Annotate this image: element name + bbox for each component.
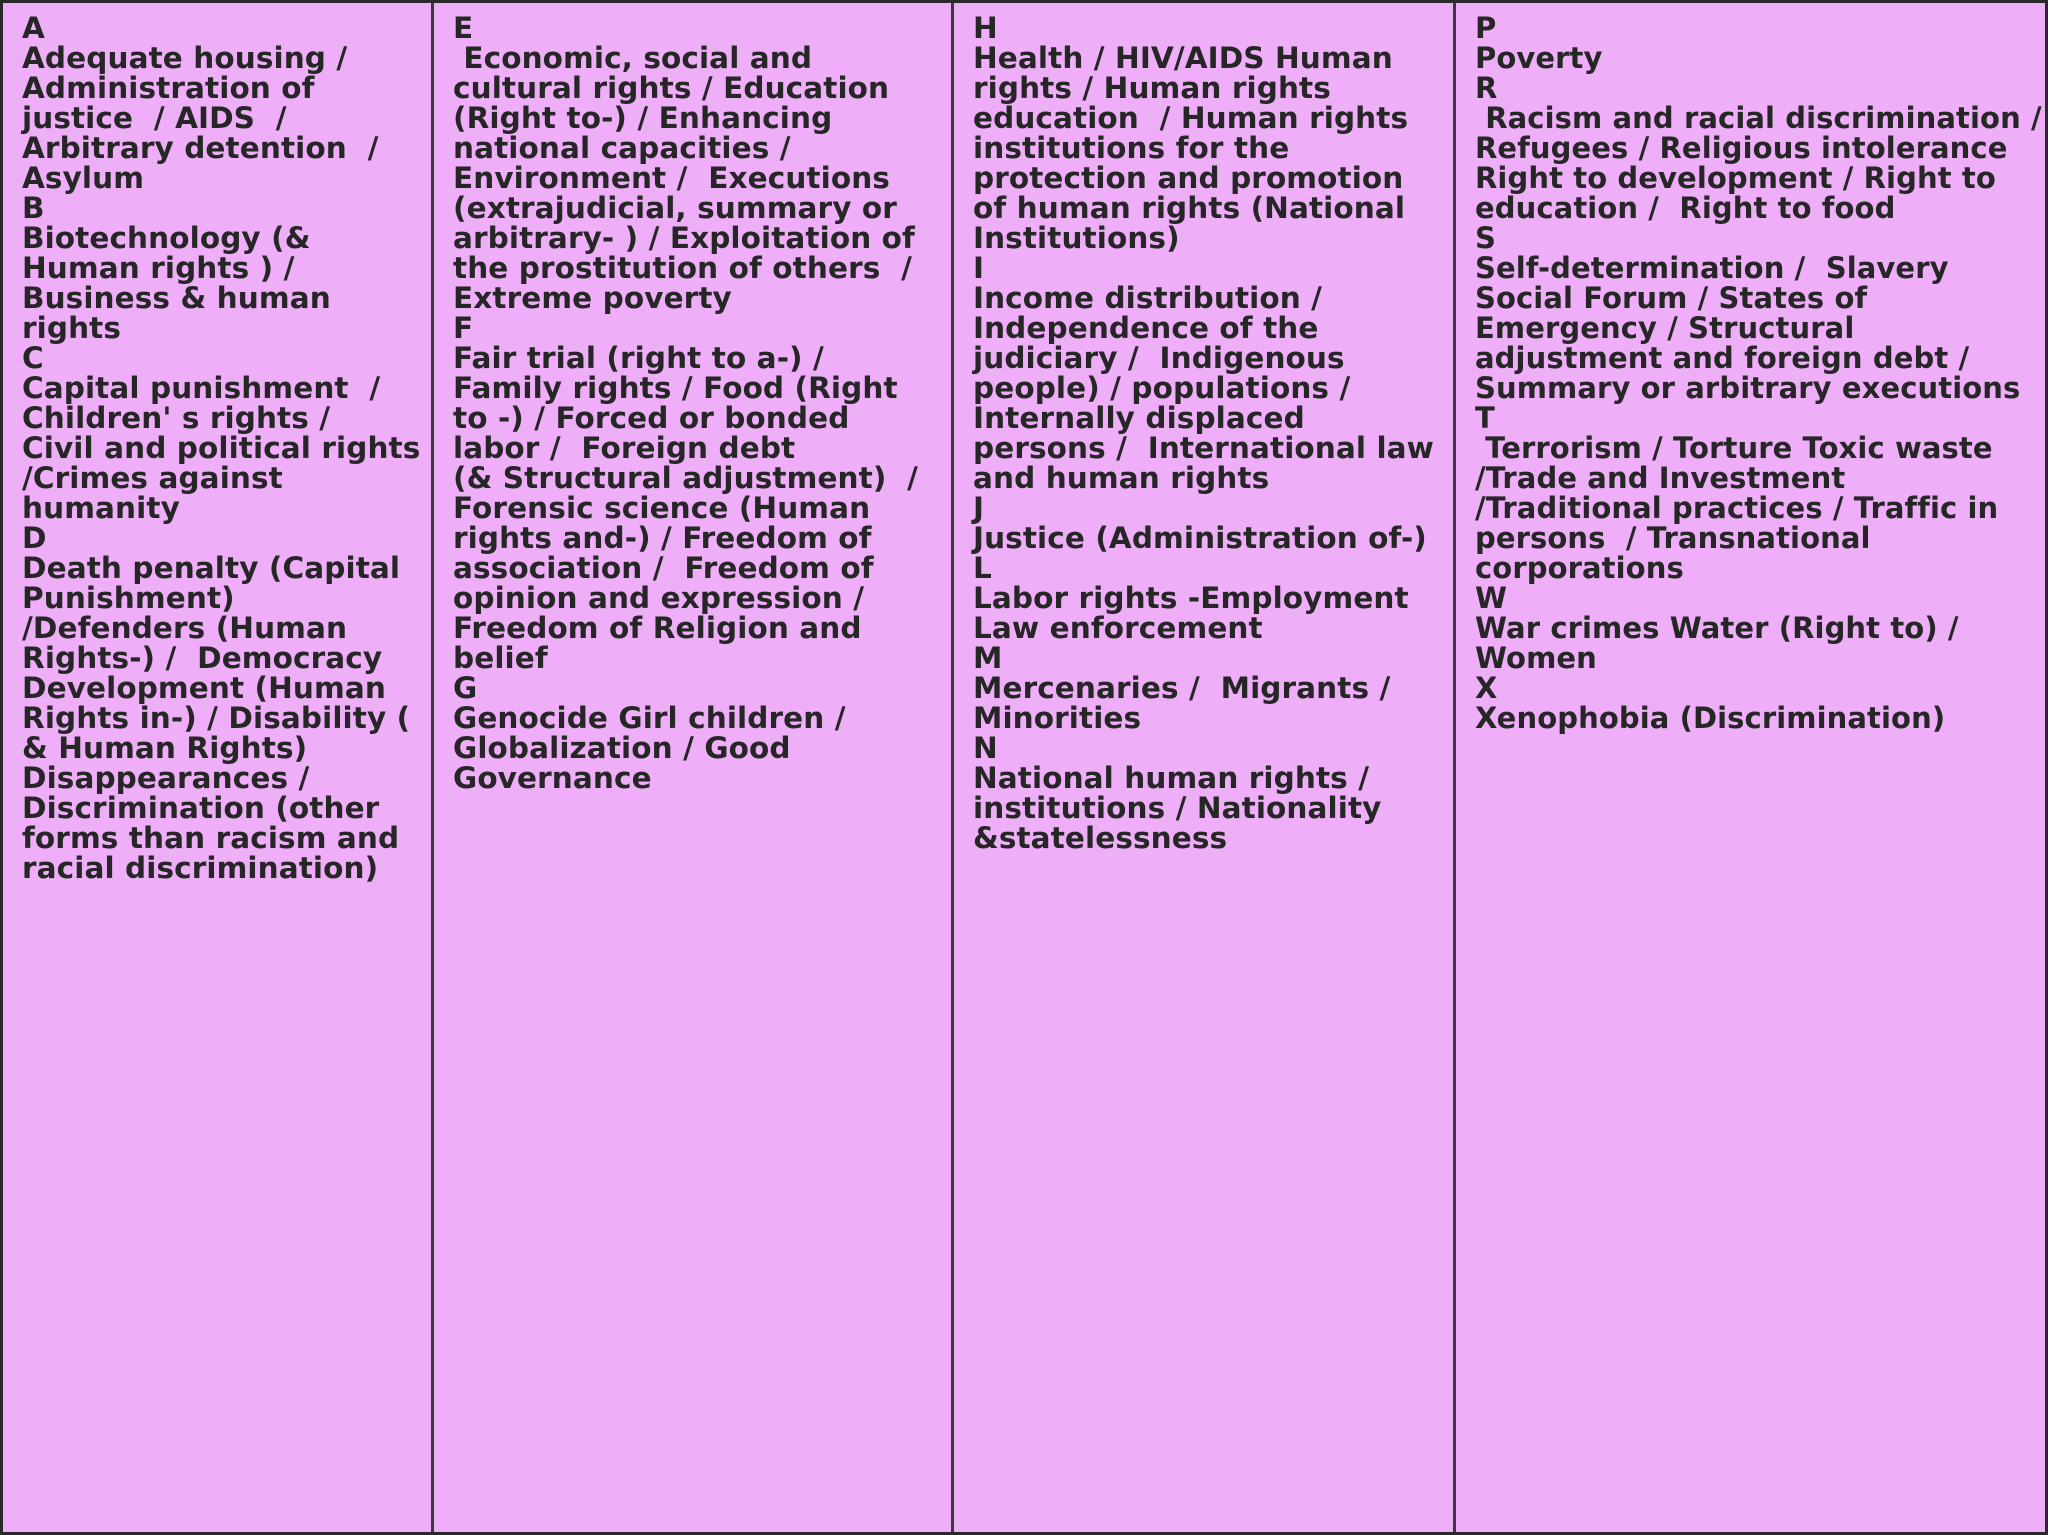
index-section [453, 313, 945, 673]
section-letter: M [973, 641, 1003, 675]
index-section [1475, 13, 2045, 73]
topic-entry-line: /Traditional practices / Traffic in [1475, 491, 1999, 525]
topic-entry-line: /Trade and Investment [1475, 461, 1846, 495]
topic-entry-line: persons / International law [973, 431, 1435, 465]
topic-entry-line: Internally displaced [973, 401, 1305, 435]
topic-entry-line: of human rights (National [973, 191, 1406, 225]
section-letter: S [1475, 221, 1496, 255]
topic-entry-line: Environment / Executions [453, 161, 890, 195]
topic-entry-line: Biotechnology (& [22, 221, 311, 255]
topic-entry-line: Women [1475, 641, 1597, 675]
topic-entry-line: institutions for the [973, 131, 1290, 165]
section-letter: P [1475, 11, 1497, 45]
index-section [1475, 73, 2045, 223]
topic-entry-line: persons / Transnational [1475, 521, 1871, 555]
topic-entry-line: Health / HIV/AIDS Human [973, 41, 1393, 75]
section-letter: J [973, 491, 985, 525]
topic-entry-line: protection and promotion [973, 161, 1404, 195]
topic-entry-line: Death penalty (Capital [22, 551, 401, 585]
index-section [453, 13, 945, 313]
section-letter: L [973, 551, 992, 585]
index-section [973, 733, 1447, 853]
section-letter: F [453, 311, 474, 345]
topic-entry-line: Economic, social and [453, 41, 813, 75]
topic-entry-line: National human rights / [973, 761, 1370, 795]
topic-entry-line: /Crimes against [22, 461, 283, 495]
topic-entry-line: Business & human [22, 281, 331, 315]
index-section [1475, 223, 2045, 403]
section-letter: I [973, 251, 985, 285]
section-letter: B [22, 191, 45, 225]
topic-entry-line: association / Freedom of [453, 551, 874, 585]
topic-entry-line: labor / Foreign debt [453, 431, 796, 465]
section-letter: T [1475, 401, 1495, 435]
topic-entry-line: Independence of the [973, 311, 1319, 345]
index-section [453, 673, 945, 793]
topic-entry-line: Governance [453, 761, 652, 795]
topic-entry-line: Racism and racial discrimination / [1475, 101, 2042, 135]
topic-entry-line: humanity [22, 491, 180, 525]
topic-entry-line: Development (Human [22, 671, 386, 705]
topic-entry-line: Terrorism / Torture Toxic waste [1475, 431, 1993, 465]
index-section [1475, 583, 2045, 673]
topic-entry-line: Globalization / Good [453, 731, 791, 765]
topic-entry-line: Rights-) / Democracy [22, 641, 383, 675]
topic-entry-line: Minorities [973, 701, 1142, 735]
topic-entry-line: Labor rights -Employment [973, 581, 1409, 615]
index-section [22, 523, 427, 883]
index-section [22, 13, 427, 193]
index-column-2 [431, 3, 951, 1532]
index-section [22, 193, 427, 343]
topic-entry-line: the prostitution of others / [453, 251, 913, 285]
topic-entry-line: (& Structural adjustment) / [453, 461, 919, 495]
topic-entry-line: judiciary / Indigenous [973, 341, 1345, 375]
topic-entry-line: Income distribution / [973, 281, 1323, 315]
index-column-3 [951, 3, 1453, 1532]
section-letter: D [22, 521, 47, 555]
topic-entry-line: Genocide Girl children / [453, 701, 846, 735]
topic-entry-line: Capital punishment / [22, 371, 381, 405]
topic-entry-line: Mercenaries / Migrants / [973, 671, 1391, 705]
topic-entry-line: arbitrary- ) / Exploitation of [453, 221, 915, 255]
topic-entry-line: opinion and expression / [453, 581, 865, 615]
topic-entry-line: Discrimination (other [22, 791, 380, 825]
topic-entry-line: belief [453, 641, 548, 675]
index-section [1475, 403, 2045, 583]
topic-entry-line: Forensic science (Human [453, 491, 871, 525]
topic-entry-line: /Defenders (Human [22, 611, 348, 645]
topic-entry-line: rights and-) / Freedom of [453, 521, 872, 555]
topic-entry-line: rights / Human rights [973, 71, 1331, 105]
topic-entry-line: education / Human rights [973, 101, 1409, 135]
section-letter: G [453, 671, 478, 705]
topic-entry-line: Asylum [22, 161, 145, 195]
topic-entry-line: Xenophobia (Discrimination) [1475, 701, 1946, 735]
topic-entry-line: racial discrimination) [22, 851, 379, 885]
topic-entry-line: and human rights [973, 461, 1270, 495]
topic-entry-line: Disappearances / [22, 761, 310, 795]
topic-entry-line: Arbitrary detention / [22, 131, 379, 165]
topic-entry-line: Self-determination / Slavery [1475, 251, 1949, 285]
topic-entry-line: Punishment) [22, 581, 235, 615]
topic-entry-line: people) / populations / [973, 371, 1351, 405]
topic-entry-line: Emergency / Structural [1475, 311, 1855, 345]
topic-entry-line: Refugees / Religious intolerance [1475, 131, 2008, 165]
topic-entry-line: to -) / Forced or bonded [453, 401, 850, 435]
index-column-1 [3, 3, 431, 1532]
index-section [973, 493, 1447, 553]
topic-entry-line: education / Right to food [1475, 191, 1896, 225]
topic-entry-line: rights [22, 311, 122, 345]
topic-entry-line: Family rights / Food (Right [453, 371, 898, 405]
section-letter: H [973, 11, 998, 45]
topic-entry-line: Adequate housing / [22, 41, 348, 75]
section-letter: N [973, 731, 998, 765]
topic-entry-line: Extreme poverty [453, 281, 732, 315]
topic-entry-line: Rights in-) / Disability ( [22, 701, 411, 735]
topic-entry-line: Justice (Administration of-) [973, 521, 1427, 555]
index-section [973, 13, 1447, 253]
section-letter: X [1475, 671, 1498, 705]
index-section [973, 643, 1447, 733]
topic-entry-line: adjustment and foreign debt / [1475, 341, 1970, 375]
topic-entry-line: (Right to-) / Enhancing [453, 101, 833, 135]
section-letter: W [1475, 581, 1508, 615]
topic-entry-line: Civil and political rights [22, 431, 421, 465]
section-letter: C [22, 341, 44, 375]
topic-entry-line: Poverty [1475, 41, 1603, 75]
index-section [973, 253, 1447, 493]
index-section [1475, 673, 2045, 733]
topic-entry-line: Administration of [22, 71, 315, 105]
topic-entry-line: Law enforcement [973, 611, 1263, 645]
topic-entry-line: forms than racism and [22, 821, 400, 855]
topic-entry-line: institutions / Nationality [973, 791, 1382, 825]
section-letter: R [1475, 71, 1498, 105]
topic-entry-line: (extrajudicial, summary or [453, 191, 897, 225]
topic-entry-line: justice / AIDS / [22, 101, 287, 135]
topic-entry-line: Right to development / Right to [1475, 161, 1996, 195]
topic-entry-line: Social Forum / States of [1475, 281, 1868, 315]
topic-entry-line: Institutions) [973, 221, 1180, 255]
topic-entry-line: Children' s rights / [22, 401, 331, 435]
index-column-4 [1453, 3, 2048, 1532]
topic-entry-line: corporations [1475, 551, 1684, 585]
topic-entry-line: Fair trial (right to a-) / [453, 341, 824, 375]
topic-entry-line: Freedom of Religion and [453, 611, 862, 645]
section-letter: A [22, 11, 45, 45]
topic-entry-line: &statelessness [973, 821, 1228, 855]
section-letter: E [453, 11, 474, 45]
index-section [973, 553, 1447, 643]
topic-entry-line: cultural rights / Education [453, 71, 890, 105]
topic-entry-line: & Human Rights) [22, 731, 308, 765]
topic-entry-line: Human rights ) / [22, 251, 295, 285]
topic-entry-line: national capacities / [453, 131, 791, 165]
topic-entry-line: War crimes Water (Right to) / [1475, 611, 1959, 645]
index-section [22, 343, 427, 523]
topic-entry-line: Summary or arbitrary executions [1475, 371, 2021, 405]
